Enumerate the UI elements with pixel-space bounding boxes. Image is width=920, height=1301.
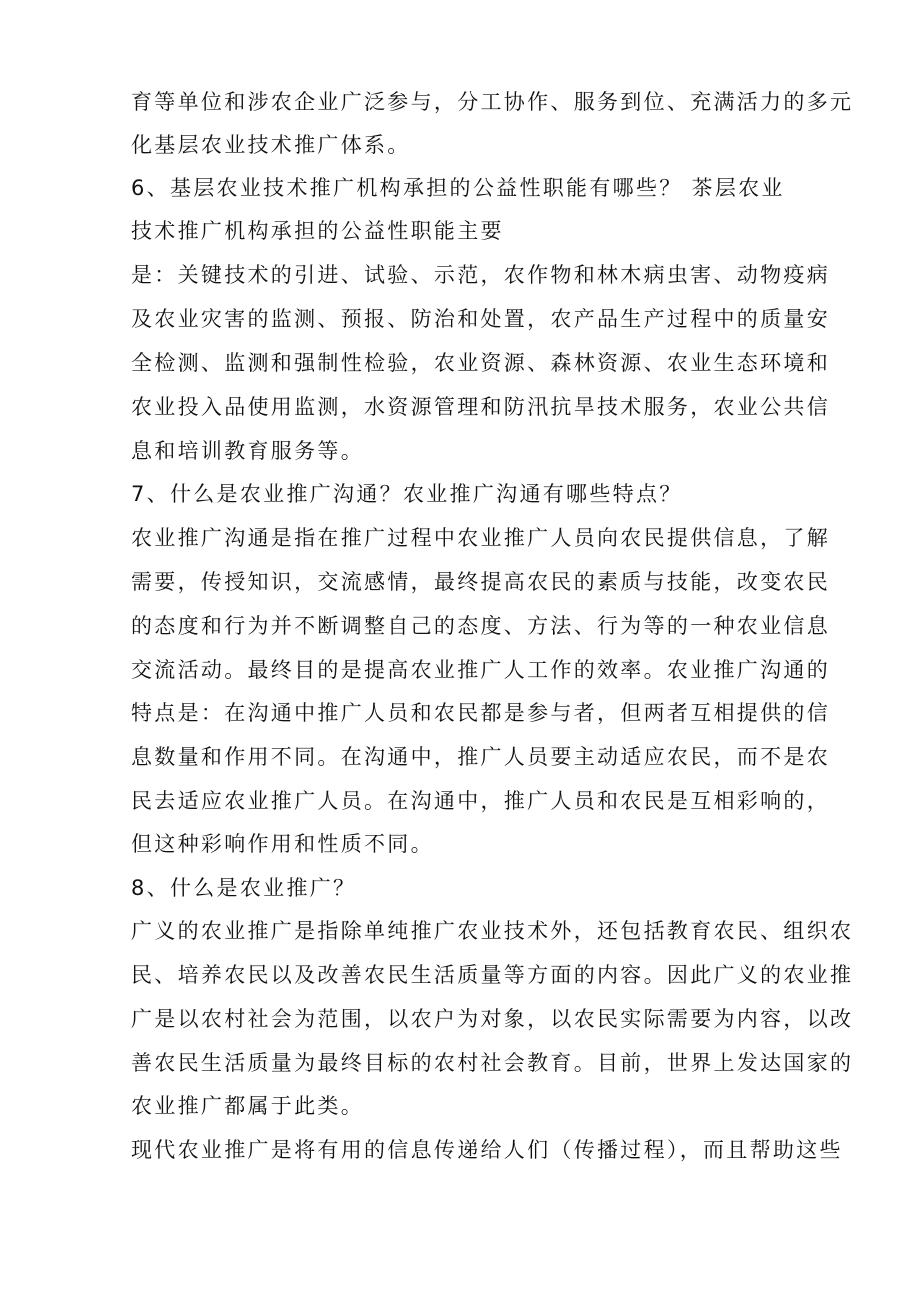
text-line: 农业推广沟通是指在推广过程中农业推广人员向农民提供信息，了解 [131, 526, 830, 550]
text-line: 育等单位和涉农企业广泛参与，分工协作、服务到位、充满活力的多元 [131, 90, 854, 114]
text-line: 善农民生活质量为最终目标的农村社会教育。目前，世界上发达国家的 [131, 1051, 854, 1075]
text-line: 但这种彩响作用和性质不同。 [131, 832, 434, 856]
text-line: 息数量和作用不同。在沟通中，推广人员要主动适应农民，而不是农 [131, 745, 830, 769]
text-line: 民去适应农业推广人员。在沟通中，推广人员和农民是互相彩响的， [131, 789, 830, 813]
text-line: 特点是：在沟通中推广人员和农民都是参与者，但两者互相提供的信 [131, 701, 830, 725]
text-line: 交流活动。最终目的是提高农业推广人工作的效率。农业推广沟通的 [131, 658, 830, 682]
text-line: 民、培养农民以及改善农民生活质量等方面的内容。因此广义的农业推 [131, 963, 854, 987]
text-line: 及农业灾害的监测、预报、防治和处置，农产品生产过程中的质量安 [131, 307, 830, 331]
text-line: 化基层农业技术推广体系。 [131, 133, 411, 157]
text-line: 农业推广都属于此类。 [131, 1094, 364, 1118]
text-line: 的态度和行为并不断调整自己的态度、方法、行为等的一种农业信息 [131, 614, 830, 638]
text-line: 技术推广机构承担的公益性职能主要 [131, 219, 504, 243]
question-7-heading: 7、什么是农业推广沟通？农业推广沟通有哪些特点？ [131, 482, 683, 506]
text-line: 现代农业推广是将有用的信息传递给人们（传播过程），而且帮助这些 [131, 1138, 843, 1162]
text-line: 广义的农业推广是指除单纯推广农业技术外，还包括教育农民、组织农 [131, 919, 854, 943]
text-line: 广是以农村社会为范围，以农户为对象，以农民实际需要为内容，以改 [131, 1007, 854, 1031]
text-line: 是：关键技术的引进、试验、示范，农作物和林木病虫害、动物疫病 [131, 263, 830, 287]
text-line: 息和培训教育服务等。 [131, 439, 364, 463]
text-line: 农业投入品使用监测，水资源管理和防汛抗旱技术服务，农业公共信 [131, 395, 830, 419]
text-line: 需要，传授知识，交流感情，最终提高农民的素质与技能，改变农民 [131, 570, 830, 594]
question-8-heading: 8、什么是农业推广？ [131, 876, 357, 900]
question-6-heading: 6、基层农业技术推广机构承担的公益性职能有哪些？ 茶层农业 [131, 176, 785, 200]
text-line: 全检测、监测和强制性检验，农业资源、森林资源、农业生态环境和 [131, 351, 830, 375]
